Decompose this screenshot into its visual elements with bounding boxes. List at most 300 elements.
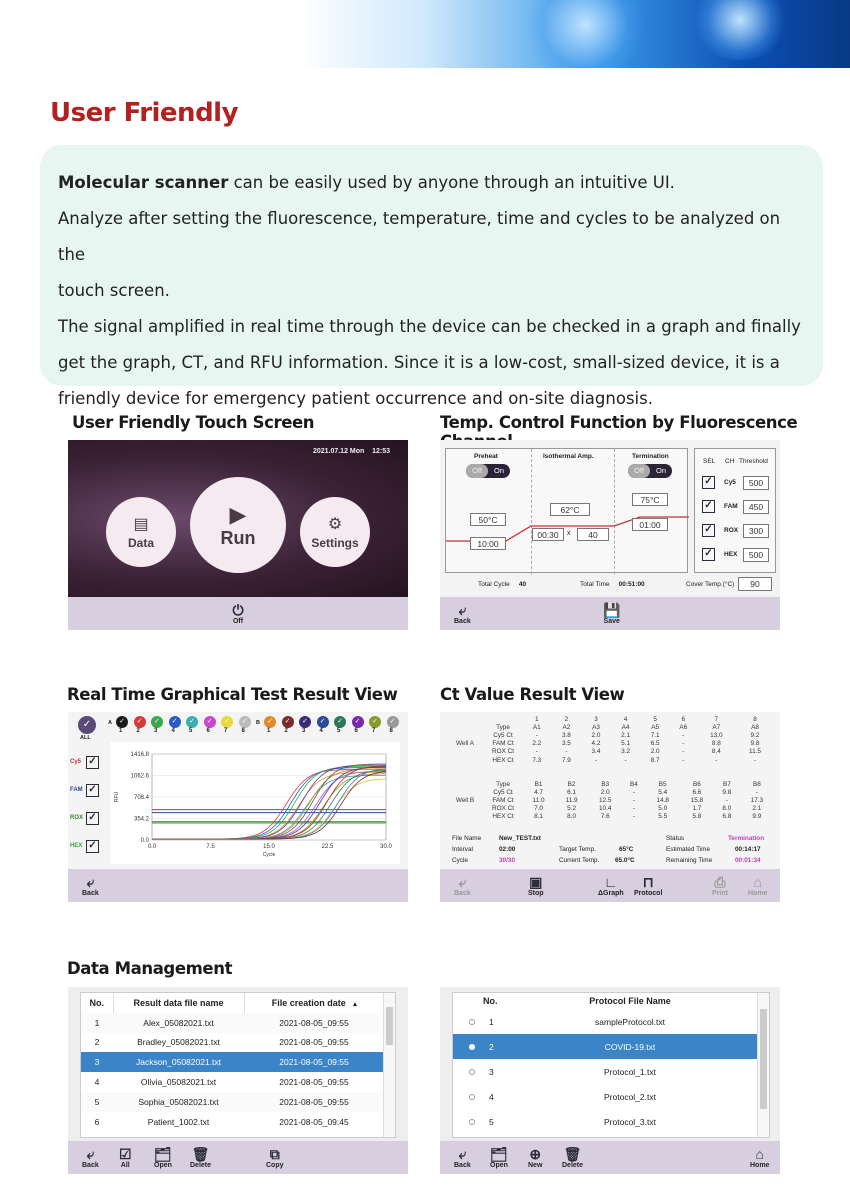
cover-temp-label: Cover Temp.(°C) [686,581,735,588]
ct-column-header-row [446,715,774,723]
ct-value: 9.8 [750,740,760,748]
preheat-toggle[interactable]: Off On [466,464,510,478]
ct-row [446,731,774,739]
ct-value: 7.6 [600,813,610,821]
well-a-dot[interactable]: ✓ [134,716,146,728]
ct-value: - [632,788,636,796]
home-button[interactable]: ⌂ Home [748,873,768,897]
status-value: Termination [728,835,765,842]
row-protocol-name: Protocol_3.txt [604,1116,656,1127]
ct-row-label: Cy5 Ct [493,731,513,739]
well-number: 7 [224,728,228,734]
ct-value: A6 [679,723,688,731]
intro-text: can be easily used by anyone through an intuitive UI. [228,173,675,192]
channel-name: ROX [724,527,739,534]
copy-icon: ⧉ [269,1145,280,1162]
ct-value: 5.1 [621,740,631,748]
radio-button[interactable] [469,1094,475,1100]
realtime-graph-panel [68,712,408,902]
row-number: 6 [94,1116,100,1127]
x-tick-label: 15.0 [263,844,275,850]
ch-header: CH [725,458,735,465]
well-number: 5 [189,728,193,734]
row-number: 2 [489,1041,494,1052]
row-number-cell [453,1034,503,1059]
ct-value: 6.8 [722,813,732,821]
well-label [446,723,484,731]
temp-profile-box [445,448,688,573]
play-icon: ▶ [229,501,247,527]
back-button[interactable]: ⤶ Back [454,601,471,625]
ct-value: 14.8 [656,796,669,804]
table-row[interactable] [453,1034,757,1059]
ct-value: A2 [562,723,571,731]
off-button[interactable]: ⏻ Off [232,601,244,625]
well-b-dot[interactable]: ✓ [317,716,329,728]
channel-name: FAM [724,503,738,510]
row-protocol-name: sampleProtocol.txt [595,1016,665,1027]
col-no[interactable]: No. [81,993,113,1013]
x-axis-label: Cycle [262,852,276,858]
x-tick-label: 30.0 [380,844,392,850]
row-creation-date: 2021-08-05_09:45 [279,1116,349,1127]
intro-line-6: friendly device for emergency patient occurrence and on-site diagnosis. [58,389,653,408]
ct-value: 3.8 [561,731,571,739]
row-protocol-name: Protocol_1.txt [604,1066,656,1077]
col-creation-date[interactable]: File creation date ▴ [271,997,357,1008]
temp-control-panel [440,440,780,630]
ct-row [446,748,774,756]
ct-value: - [715,756,718,764]
ct-value: B2 [567,780,576,788]
ct-value: 10.4 [599,805,612,813]
ct-value: 2.0 [650,748,660,756]
ct-value: 8.7 [650,756,660,764]
table-row[interactable] [81,1033,384,1053]
ct-value: A8 [751,723,759,731]
scrollbar[interactable] [383,993,395,1137]
ct-value: 3.5 [561,740,571,748]
channel-name: Cy5 [724,479,736,486]
iso-temp-input[interactable]: 62°C [550,503,590,516]
protocol-management-panel [440,987,780,1174]
table-row[interactable] [81,1112,384,1132]
y-tick-label: 0.0 [140,838,149,844]
back-button[interactable]: ⤶ Back [454,873,471,897]
scroll-thumb[interactable] [386,1007,393,1045]
ct-value: B4 [630,780,638,788]
well-number: 4 [319,728,323,734]
channel-legend-label: ROX [70,815,84,821]
preheat-temp-input[interactable]: 50°C [470,513,506,526]
ct-value: - [682,740,685,748]
well-a-dot[interactable]: ✓ [186,716,198,728]
ct-value: B3 [601,780,610,788]
well-a-dot[interactable]: ✓ [116,716,128,728]
home-icon: ⌂ [755,1145,764,1162]
ct-column-header: 1 [535,715,539,723]
row-file-name: Bradley_05082021.txt [137,1037,220,1048]
amplification-curve [152,766,386,839]
channel-checkbox[interactable]: ✓ [702,500,715,513]
ct-row [446,740,774,748]
ct-value: B8 [752,780,761,788]
ct-row-label: Type [496,723,510,731]
well-b-label: B [256,720,260,726]
ct-table-b [446,780,774,821]
ct-value: 11.9 [565,796,578,804]
sel-header: SEL [703,458,716,465]
ct-column-header: 7 [714,715,719,723]
amplification-curve [152,774,386,839]
well-label [446,748,484,756]
home-screen [68,440,408,597]
y-tick-label: 708.4 [133,795,149,801]
trash-icon: 🗑 [563,1145,582,1162]
plus-circle-icon: ⊕ [529,1145,542,1162]
amplification-curve [152,767,386,839]
well-label [446,780,484,788]
back-button[interactable]: ⤶ Back [82,1145,99,1169]
new-button[interactable]: ⊕ New [528,1145,543,1169]
threshold-input[interactable]: 300 [743,524,769,538]
channel-legend-checkbox[interactable]: ✓ [86,756,99,769]
folder-open-icon: 🗂 [154,1145,172,1162]
table-row[interactable] [453,1084,757,1109]
y-axis-label: RFU [114,791,120,803]
ct-value: 6.5 [650,740,660,748]
well-number: 2 [136,728,140,734]
well-number: 3 [302,728,306,734]
copy-button[interactable]: ⧉ Copy [266,1145,284,1169]
well-label: Well B [455,796,475,804]
x-tick-label: 22.5 [321,844,334,850]
threshold-header: Threshold [739,458,768,465]
ct-table-a [446,715,774,764]
radio-button[interactable] [469,1044,475,1050]
channel-legend-checkbox[interactable]: ✓ [86,840,99,853]
termination-toggle[interactable]: Off On [628,464,672,478]
ct-value: 9.9 [752,813,762,821]
ct-row-label: Cy5 Ct [493,788,513,796]
table-row[interactable] [81,1013,384,1033]
delta-graph-button[interactable]: ∟ ΔGraph [598,873,624,897]
total-cycle: Total Cycle 40 [478,581,527,588]
delete-button[interactable]: 🗑 Delete [562,1145,584,1169]
intro-line-5: get the graph, CT, and RFU information. Since it is a low-cost, small-sized device, it is a [58,353,780,372]
ct-value: B5 [658,780,667,788]
ct-row-label: HEX Ct [492,813,514,821]
table-row[interactable] [453,1059,757,1084]
row-number: 4 [489,1091,494,1102]
row-creation-date: 2021-08-05_09:55 [279,1096,349,1107]
ct-value: - [682,756,685,764]
ct-value: 15.8 [690,796,704,804]
channel-checkbox[interactable]: ✓ [702,548,715,561]
ct-value: 5.2 [567,805,577,813]
row-protocol-name: Protocol_2.txt [604,1091,656,1102]
well-number: 8 [389,728,393,734]
ct-value: - [624,756,627,764]
checkbox-icon: ☑ [119,1145,132,1162]
channel-legend-label: HEX [70,843,83,849]
ct-value: 3.4 [591,748,601,756]
ct-value: 8.0 [567,813,577,821]
well-label [446,788,484,796]
row-number-cell [453,1009,503,1034]
well-number: 1 [267,728,271,734]
well-number: 5 [337,728,341,734]
term-temp-input[interactable]: 75°C [632,493,668,506]
ct-value: - [565,748,568,756]
threshold-input[interactable]: 500 [743,548,769,562]
sort-icon: ▴ [353,1000,357,1008]
ct-value: 8.0 [722,805,732,813]
row-number: 1 [489,1016,494,1027]
ct-value: 8.1 [534,813,543,821]
settings-button[interactable]: ⚙ Settings [300,497,370,567]
ct-column-header: 3 [594,715,598,723]
ct-value: 9.8 [722,788,732,796]
ct-value: B7 [722,780,731,788]
run-status: File Name New_TEST.txt Status Termination Interval 02:00 Target Temp. 65°C Estimated Time 00:14:17 Cycle 30/30 Current Temp. 65.0°C Remaining Time 00:01:34 [452,835,765,864]
ct-value: - [682,748,685,756]
ct-row-label: FAM Ct [492,796,514,804]
well-number: 3 [154,728,158,734]
ct-value: 2.2 [532,740,542,748]
threshold-input[interactable]: 500 [743,476,769,490]
ct-value: 8.8 [711,740,721,748]
home-icon: ⌂ [753,873,762,890]
ct-value: 4.7 [534,788,543,796]
row-number-cell [453,1084,503,1109]
threshold-input[interactable]: 450 [743,500,769,514]
power-icon: ⏻ [232,601,244,618]
ct-value: A4 [621,723,630,731]
ct-value: - [725,796,728,804]
well-number: 6 [206,728,210,734]
intro-line-1 [58,165,805,201]
ct-value: A1 [532,723,541,731]
ct-value: 13.0 [710,731,723,739]
ct-value: 5.0 [658,805,668,813]
print-button[interactable]: ⎙ Print [712,873,728,897]
well-b-dot[interactable]: ✓ [352,716,364,728]
row-creation-date: 2021-08-05_09:55 [279,1017,349,1028]
radio-button[interactable] [469,1019,475,1025]
y-tick-label: 1416.8 [130,752,149,758]
ct-value: 5.8 [692,813,702,821]
ct-value: B1 [534,780,543,788]
rfu-chart [110,742,400,864]
channel-checkbox[interactable]: ✓ [702,524,715,537]
ct-column-header: 8 [753,715,757,723]
channel-checkbox[interactable]: ✓ [702,476,715,489]
result-file-table [81,993,384,1132]
folder-open-icon: 🗂 [490,1145,508,1162]
data-management-panel [68,987,408,1174]
table-row[interactable] [81,1052,384,1072]
scrollbar[interactable] [757,993,769,1137]
open-button[interactable]: 🗂 Open [490,1145,508,1169]
well-b-dot[interactable]: ✓ [282,716,294,728]
ct-value: - [632,805,636,813]
bottom-bar [68,597,408,630]
table-row[interactable] [453,1009,757,1034]
ct-row-label: ROX Ct [491,805,514,813]
channel-legend-checkbox[interactable]: ✓ [86,812,99,825]
amplification-curve [152,775,386,839]
ct-value: 3.2 [621,748,631,756]
run-button[interactable]: ▶ Run [190,477,286,573]
amplification-curve [152,772,386,839]
well-a-dot[interactable]: ✓ [169,716,181,728]
well-a-label: A [108,720,112,726]
table-row[interactable] [81,1092,384,1112]
ct-value: 5.5 [658,813,668,821]
intro-line-3: touch screen. [58,281,170,300]
x-tick-label: 0.0 [147,844,157,850]
amplification-curve [152,771,386,839]
intro-bold: Molecular scanner [58,173,229,192]
iso-label: Isothermal Amp. [543,453,594,460]
col-file-name[interactable]: Result data file name [113,993,244,1013]
threshold-box [694,448,776,573]
protocol-icon: ⊓ [642,873,654,890]
channel-legend-checkbox[interactable]: ✓ [86,784,99,797]
row-file-name: Sophia_05082021.txt [138,1096,219,1107]
radio-button[interactable] [469,1069,475,1075]
well-b-dot[interactable]: ✓ [369,716,381,728]
delete-button[interactable]: 🗑 Delete [190,1145,212,1169]
well-a-dot[interactable]: ✓ [204,716,216,728]
ct-row [446,780,774,788]
stop-button[interactable]: ▣ Stop [528,873,544,897]
ct-row [446,788,774,796]
cover-temp-input[interactable]: 90 [738,577,772,591]
row-file-name: Alex_05082021.txt [143,1017,214,1028]
radio-button[interactable] [469,1119,475,1125]
data-button[interactable]: ▤ Data [106,497,176,567]
table-row[interactable] [453,1109,757,1134]
term-label: Termination [632,453,669,460]
row-number: 4 [94,1077,100,1088]
well-b-dot[interactable]: ✓ [387,716,399,728]
file-name-value: New_TEST.txt [499,835,541,842]
back-arrow-icon: ⤶ [458,1145,467,1162]
all-checkbox[interactable]: ✓ [78,716,96,734]
row-creation-date: 2021-08-05_09:55 [279,1037,349,1048]
ct-value: B6 [692,780,701,788]
save-button[interactable]: 💾 Save [603,601,621,625]
amplification-curve [152,770,386,839]
ct-value: 11.0 [532,796,545,804]
ct-value: 2.0 [600,788,610,796]
select-all-button[interactable]: ☑ All [119,1145,132,1169]
ct-value: - [755,788,758,796]
col-no[interactable]: No. [483,996,498,1006]
back-button[interactable]: ⤶ Back [82,873,99,897]
ct-value-panel [440,712,780,902]
well-a-dot[interactable]: ✓ [221,716,233,728]
ct-value: 7.0 [534,805,543,813]
well-b-dot[interactable]: ✓ [334,716,346,728]
amplification-curve [152,766,386,839]
y-tick-label: 354.2 [133,816,149,823]
ct-value: - [535,731,538,739]
ct-value: 17.3 [750,796,764,804]
row-number: 3 [489,1066,494,1077]
ct-row [446,813,774,821]
well-label: Well A [456,740,474,748]
ct-column-header: 2 [564,715,569,723]
amplification-curve [152,772,386,840]
ct-column-header: 4 [623,715,628,723]
stop-icon: ▣ [529,873,543,890]
result-file-list [80,992,396,1138]
row-file-name: Patient_1002.txt [147,1116,210,1127]
row-number: 2 [94,1037,100,1048]
col-protocol-name[interactable]: Protocol File Name [589,996,671,1006]
open-button[interactable]: 🗂 Open [154,1145,172,1169]
protocol-button[interactable]: ⊓ Protocol [634,873,663,897]
amplification-curve [152,769,386,839]
channel-legend-label: FAM [70,787,83,793]
preheat-time-input[interactable]: 10:00 [470,537,506,550]
ct-value: 8.4 [711,748,721,756]
intro-line-2: Analyze after setting the fluorescence, temperature, time and cycles to be analyzed on the [58,209,781,264]
back-arrow-icon: ⤶ [86,873,95,890]
page-title: User Friendly [50,98,239,128]
well-number: 6 [354,728,358,734]
touch-screen-panel [68,440,408,630]
bottom-bar [440,869,780,902]
ct-row [446,723,774,731]
well-a-dot[interactable]: ✓ [151,716,163,728]
back-button[interactable]: ⤶ Back [454,1145,471,1169]
row-protocol-name: COVID-19.txt [503,1034,757,1059]
datetime-display: 2021.07.12 Mon 12:53 [312,448,390,455]
times-symbol: x [567,530,571,537]
intro-line-4: The signal amplified in real time through the device can be checked in a graph and finally [58,317,801,336]
section-label-touch: User Friendly Touch Screen [72,413,315,432]
ct-value: 4.2 [591,740,601,748]
well-label [446,813,484,821]
ct-value: - [535,748,538,756]
scroll-thumb[interactable] [760,1009,767,1109]
table-row[interactable] [81,1072,384,1092]
y-tick-label: 1062.6 [130,773,149,780]
iso-cycles-input[interactable]: 40 [577,528,609,541]
header-banner [0,0,850,68]
section-label-realtime: Real Time Graphical Test Result View [67,685,398,704]
well-b-dot[interactable]: ✓ [264,716,276,728]
ct-row [446,796,774,804]
preheat-label: Preheat [474,453,498,460]
well-b-dot[interactable]: ✓ [299,716,311,728]
save-icon: 💾 [603,601,621,618]
ct-value: 9.2 [750,731,760,739]
home-button[interactable]: ⌂ Home [750,1145,770,1169]
well-label [446,756,484,764]
well-number: 8 [241,728,245,734]
ct-value: 7.1 [650,731,660,739]
well-label [446,731,484,739]
iso-time-input[interactable]: 00:30 [532,528,564,541]
bottom-bar [68,869,408,902]
term-time-input[interactable]: 01:00 [632,518,668,531]
well-a-dot[interactable]: ✓ [239,716,251,728]
